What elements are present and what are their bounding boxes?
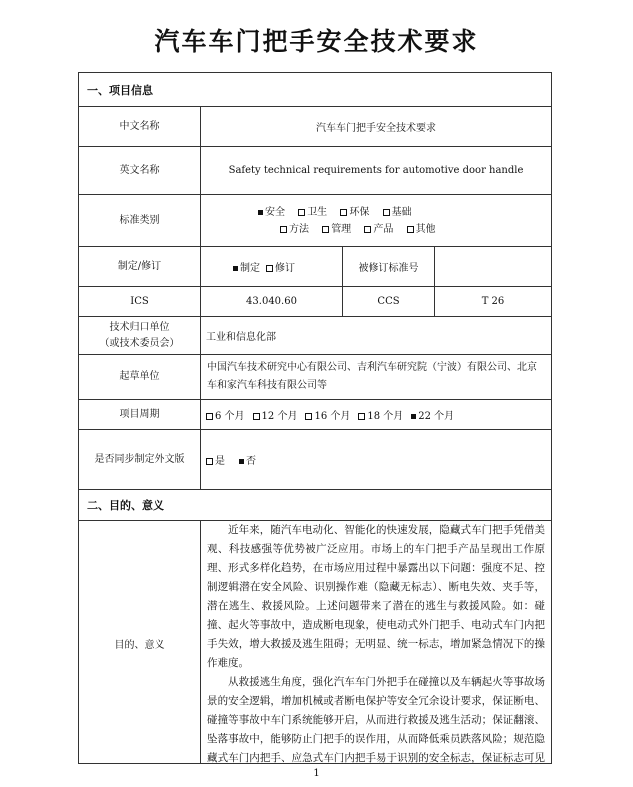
technical-unit-value: 工业和信息化部 [206, 332, 276, 343]
foreign-version-label: 是否同步制定外文版 [79, 430, 201, 489]
row-foreign-version [79, 430, 551, 490]
checkbox-icon [407, 226, 414, 233]
purpose-label: 目的、意义 [79, 521, 201, 764]
drafting-unit-value: 中国汽车技术研究中心有限公司、吉利汽车研究院（宁波）有限公司、北京车和家汽车科技有限公司等 [207, 362, 537, 391]
ccs-value: T 26 [481, 296, 505, 307]
section-heading-project-info: 一、项目信息 [79, 73, 551, 107]
checkbox-icon [340, 209, 347, 216]
checked-square-icon [411, 414, 416, 419]
category-option-safety[interactable]: 安全 [258, 207, 285, 218]
row-drafting-unit [79, 355, 551, 400]
period-option-12[interactable]: 12 个月 [253, 407, 298, 422]
checkbox-icon [298, 209, 305, 216]
row-technical-unit [79, 317, 551, 355]
foreign-option-no[interactable]: 否 [239, 452, 256, 467]
revise-option-revise[interactable]: 修订 [266, 259, 295, 274]
cn-name-value: 汽车车门把手安全技术要求 [316, 123, 436, 134]
purpose-content [201, 521, 551, 764]
period-option-6[interactable]: 6 个月 [206, 407, 245, 422]
page-number: 1 [313, 768, 320, 779]
checkbox-icon [322, 226, 329, 233]
cn-name-label: 中文名称 [79, 107, 201, 146]
purpose-paragraph-2: 从救援逃生角度，强化汽车车门外把手在碰撞以及车辆起火等事故场景的安全逻辑，增加机械或者断电保护等安全冗余设计要求，保证断电、碰撞等事故中车门系统能够开启，从而进行救援及逃生活动；保证翻滚、坠落事故中，能够防止门把手的误作用，从而降低乘员跌落风险；规范隐藏式车门内把手、应急式车门内把手易于识别的安全标志，保证标志可见 [207, 676, 545, 764]
period-option-22[interactable]: 22 个月 [411, 407, 454, 422]
checkbox-icon [305, 413, 312, 420]
category-label: 标准类别 [79, 195, 201, 246]
category-option-method[interactable]: 方法 [280, 224, 309, 235]
category-option-environment[interactable]: 环保 [340, 207, 369, 218]
technical-unit-label: 技术归口单位 （或技术委员会） [79, 317, 201, 354]
checkbox-icon [206, 458, 213, 465]
checkbox-icon [280, 226, 287, 233]
category-option-hygiene[interactable]: 卫生 [298, 207, 327, 218]
revised-standard-label: 被修订标准号 [343, 247, 435, 286]
revise-option-new[interactable]: 制定 [233, 259, 260, 274]
category-option-management[interactable]: 管理 [322, 224, 351, 235]
category-option-basic[interactable]: 基础 [383, 207, 412, 218]
category-options-row1 [258, 204, 422, 221]
checked-square-icon [233, 266, 238, 271]
project-period-label: 项目周期 [79, 400, 201, 429]
document-title: 汽车车门把手安全技术要求 [154, 27, 479, 56]
section-heading-purpose: 二、目的、意义 [79, 490, 551, 521]
period-option-18[interactable]: 18 个月 [358, 407, 403, 422]
standard-form-table [78, 72, 552, 764]
row-purpose [79, 521, 551, 764]
ics-value: 43.040.60 [201, 287, 343, 316]
en-name-value: Safety technical requirements for automotive door handle [228, 165, 524, 176]
row-project-period [79, 400, 551, 430]
checkbox-icon [253, 413, 260, 420]
checkbox-icon [364, 226, 371, 233]
checked-square-icon [258, 210, 263, 215]
category-option-product[interactable]: 产品 [364, 224, 393, 235]
revise-label: 制定/修订 [79, 247, 201, 286]
checkbox-icon [206, 413, 213, 420]
revised-standard-value [435, 247, 551, 286]
row-en-name [79, 147, 551, 195]
row-category [79, 195, 551, 247]
foreign-option-yes[interactable]: 是 [206, 452, 225, 467]
checked-square-icon [239, 459, 244, 464]
category-options-row2 [258, 221, 446, 238]
drafting-unit-label: 起草单位 [79, 355, 201, 399]
row-ics-ccs [79, 287, 551, 317]
category-option-other[interactable]: 其他 [407, 224, 436, 235]
purpose-paragraph-1: 近年来，随汽车电动化、智能化的快速发展，隐藏式车门把手凭借美观、科技感强等优势被广泛应用。市场上的车门把手产品呈现出工作原理、形式多样化趋势，在市场应用过程中暴露出以下问题：强度不足、控制逻辑潜在安全风险、识别操作难（隐藏无标志）、断电失效、夹手等，潜在逃生、救援风险。上述问题带来了潜在的逃生与救援风险。如：碰撞、起火等事故中，造成断电现象，使电动式外门把手、电动式车门内把手失效，增大救援及逃生阻碍；无明显、统一标志，增加紧急情况下的操作难度。 [207, 524, 545, 669]
en-name-label: 英文名称 [79, 147, 201, 194]
checkbox-icon [358, 413, 365, 420]
period-option-16[interactable]: 16 个月 [305, 407, 350, 422]
checkbox-icon [383, 209, 390, 216]
ccs-label: CCS [343, 287, 435, 316]
row-cn-name [79, 107, 551, 147]
row-revise [79, 247, 551, 287]
ics-label: ICS [79, 287, 201, 316]
checkbox-icon [266, 265, 273, 272]
